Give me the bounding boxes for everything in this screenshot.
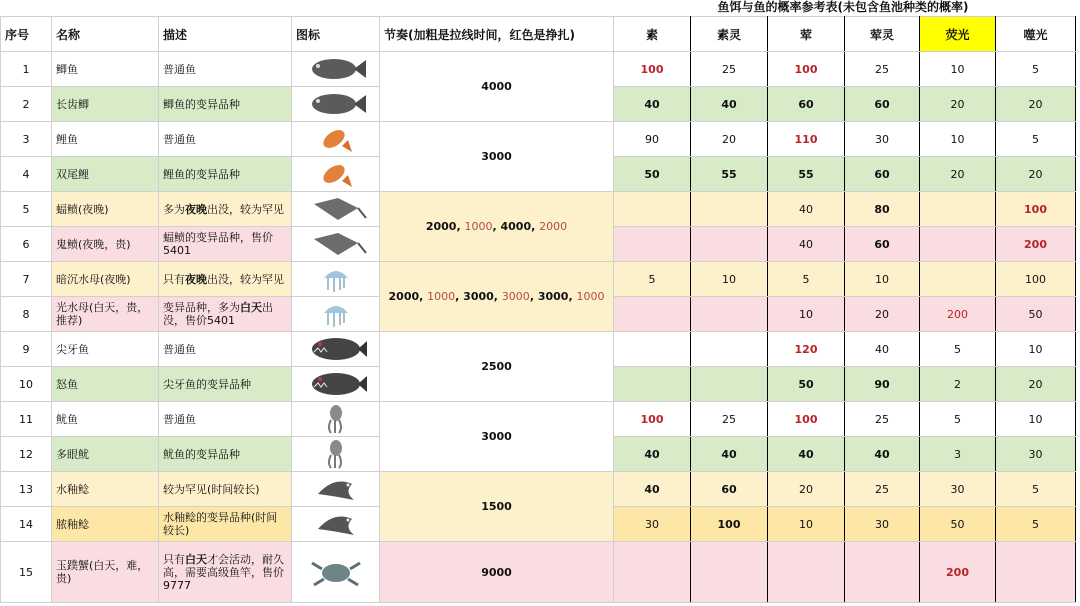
cell-rate-3[interactable] <box>845 542 920 603</box>
cell-description[interactable]: 普通鱼 <box>159 52 292 87</box>
table-row <box>1 52 1076 87</box>
cell-rate-1[interactable] <box>691 297 768 332</box>
cell-rate-1[interactable]: 40 <box>691 437 768 472</box>
cell-index[interactable]: 6 <box>1 227 52 262</box>
cell-fish-name[interactable]: 长齿鲫 <box>52 87 159 122</box>
cell-rate-4[interactable]: 20 <box>920 87 996 122</box>
cell-index[interactable]: 8 <box>1 297 52 332</box>
rhythm-segment: 1000 <box>576 290 605 303</box>
cell-index[interactable]: 14 <box>1 507 52 542</box>
cell-index[interactable]: 1 <box>1 52 52 87</box>
cell-icon[interactable] <box>292 402 380 437</box>
description-post: 才会活动，耐久高，需要高级鱼竿，售价9777 <box>163 552 284 592</box>
cell-rate-2[interactable]: 10 <box>768 297 845 332</box>
cell-rate-4[interactable]: 5 <box>920 332 996 367</box>
cell-index[interactable]: 12 <box>1 437 52 472</box>
cell-description[interactable] <box>159 262 292 297</box>
cell-rate-5[interactable]: 5 <box>996 472 1076 507</box>
cell-rate-2[interactable]: 120 <box>768 332 845 367</box>
fish-bait-table <box>0 16 1076 603</box>
cell-rate-3[interactable]: 60 <box>845 157 920 192</box>
rhythm-segment: , <box>529 290 538 303</box>
cell-rate-2[interactable]: 20 <box>768 472 845 507</box>
description-pre: 多为 <box>163 202 185 216</box>
cell-index[interactable]: 3 <box>1 122 52 157</box>
rhythm-segment: , <box>531 220 540 233</box>
twin-tail-carp-icon <box>304 159 368 189</box>
rhythm-segment: 4000 <box>500 220 532 233</box>
rhythm-segment: , <box>568 290 577 303</box>
header-icon[interactable]: 图标 <box>292 17 380 52</box>
cell-rate-2[interactable]: 55 <box>768 157 845 192</box>
header-index[interactable]: 序号 <box>1 17 52 52</box>
cell-description[interactable]: 尖牙鱼的变异品种 <box>159 367 292 402</box>
header-bait-plain-spirit[interactable]: 素灵 <box>691 17 768 52</box>
description-pre: 变异品种，多为 <box>163 301 240 314</box>
cell-rate-2[interactable]: 5 <box>768 262 845 297</box>
cell-rate-4[interactable]: 50 <box>920 507 996 542</box>
cell-rate-1[interactable]: 25 <box>691 402 768 437</box>
header-bait-fluorescent[interactable]: 荧光 <box>920 17 996 52</box>
cell-rate-0[interactable] <box>614 192 691 227</box>
cell-icon[interactable] <box>292 192 380 227</box>
jade-crab-icon <box>304 557 368 587</box>
cell-description[interactable]: 蝠鲼的变异品种，售价5401 <box>159 227 292 262</box>
cell-rhythm[interactable] <box>380 542 614 603</box>
cell-rate-5[interactable]: 20 <box>996 367 1076 402</box>
cell-rate-5[interactable] <box>996 542 1076 603</box>
rhythm-segment: 9000 <box>481 565 512 579</box>
header-bait-light-eater[interactable]: 噬光 <box>996 17 1076 52</box>
longtooth-crucian-icon <box>304 89 368 119</box>
cell-icon[interactable] <box>292 157 380 192</box>
cell-description[interactable] <box>159 192 292 227</box>
cell-rate-2[interactable]: 50 <box>768 367 845 402</box>
cell-rate-2[interactable]: 100 <box>768 52 845 87</box>
header-bait-meat-spirit[interactable]: 荤灵 <box>845 17 920 52</box>
cell-rate-2[interactable]: 100 <box>768 402 845 437</box>
pus-glaze-catfish-icon <box>304 509 368 539</box>
cell-rate-5[interactable]: 100 <box>996 262 1076 297</box>
cell-icon[interactable] <box>292 542 380 603</box>
rhythm-segment: 1000 <box>464 220 493 233</box>
cell-rhythm[interactable] <box>380 402 614 472</box>
cell-rate-5[interactable]: 5 <box>996 507 1076 542</box>
cell-rate-4[interactable] <box>920 192 996 227</box>
carp-icon <box>304 124 368 154</box>
cell-rate-5[interactable]: 20 <box>996 157 1076 192</box>
light-jellyfish-icon <box>304 299 368 329</box>
cell-icon[interactable] <box>292 332 380 367</box>
cell-rate-2[interactable]: 110 <box>768 122 845 157</box>
cell-rate-3[interactable]: 30 <box>845 507 920 542</box>
cell-index[interactable]: 10 <box>1 367 52 402</box>
cell-rate-5[interactable]: 5 <box>996 122 1076 157</box>
cell-rate-0[interactable]: 40 <box>614 87 691 122</box>
cell-index[interactable]: 15 <box>1 542 52 603</box>
cell-rate-4[interactable]: 200 <box>920 297 996 332</box>
cell-rate-1[interactable] <box>691 227 768 262</box>
cell-icon[interactable] <box>292 437 380 472</box>
description-bold: 夜晚 <box>185 202 207 216</box>
fangtooth-icon <box>304 334 368 364</box>
rhythm-segment: 2000 <box>425 220 457 233</box>
cell-description[interactable]: 普通鱼 <box>159 122 292 157</box>
cell-rate-5[interactable]: 100 <box>996 192 1076 227</box>
glaze-catfish-icon <box>304 474 368 504</box>
many-eyed-squid-icon <box>304 439 368 469</box>
cell-index[interactable]: 9 <box>1 332 52 367</box>
cell-rate-2[interactable]: 10 <box>768 507 845 542</box>
rhythm-segment: 4000 <box>481 80 512 93</box>
sheet-title: 鱼饵与鱼的概率参考表(未包含鱼池种类的概率) <box>614 0 1072 17</box>
header-row <box>1 17 1076 52</box>
cell-icon[interactable] <box>292 122 380 157</box>
cell-index[interactable]: 2 <box>1 87 52 122</box>
cell-rate-3[interactable]: 80 <box>845 192 920 227</box>
cell-icon[interactable] <box>292 507 380 542</box>
cell-rate-0[interactable]: 100 <box>614 52 691 87</box>
cell-fish-name[interactable]: 尖牙鱼 <box>52 332 159 367</box>
rhythm-segment: 1000 <box>427 290 456 303</box>
cell-rate-3[interactable]: 20 <box>845 297 920 332</box>
cell-rate-1[interactable]: 60 <box>691 472 768 507</box>
rhythm-segment: 2000 <box>539 220 568 233</box>
cell-rhythm[interactable] <box>380 192 614 262</box>
rhythm-segment: 3000 <box>537 290 569 303</box>
cell-description[interactable]: 鲫鱼的变异品种 <box>159 87 292 122</box>
cell-fish-name[interactable]: 双尾鲤 <box>52 157 159 192</box>
cell-description[interactable]: 较为罕见(时间较长) <box>159 472 292 507</box>
rhythm-segment: 3000 <box>501 290 530 303</box>
description-post: 出没，较为罕见 <box>207 272 284 286</box>
ghost-ray-icon <box>304 229 368 259</box>
cell-rate-0[interactable]: 5 <box>614 262 691 297</box>
cell-description[interactable]: 鱿鱼的变异品种 <box>159 437 292 472</box>
cell-rate-1[interactable]: 100 <box>691 507 768 542</box>
cell-rate-2[interactable] <box>768 542 845 603</box>
rhythm-segment: 3000 <box>481 150 512 163</box>
description-bold: 白天 <box>240 301 262 314</box>
cell-rate-1[interactable]: 25 <box>691 52 768 87</box>
cell-rate-3[interactable]: 10 <box>845 262 920 297</box>
cell-description[interactable]: 普通鱼 <box>159 332 292 367</box>
cell-rate-0[interactable]: 30 <box>614 507 691 542</box>
cell-rate-2[interactable]: 60 <box>768 87 845 122</box>
cell-rate-0[interactable]: 100 <box>614 402 691 437</box>
cell-index[interactable]: 4 <box>1 157 52 192</box>
cell-rate-5[interactable]: 200 <box>996 227 1076 262</box>
cell-rate-4[interactable]: 30 <box>920 472 996 507</box>
rhythm-segment: , <box>456 220 465 233</box>
rhythm-segment: , <box>455 290 464 303</box>
cell-rate-3[interactable]: 60 <box>845 87 920 122</box>
cell-rate-0[interactable]: 40 <box>614 437 691 472</box>
cell-icon[interactable] <box>292 52 380 87</box>
rhythm-segment: 3000 <box>463 290 494 303</box>
cell-fish-name[interactable]: 怒鱼 <box>52 367 159 402</box>
table-row <box>1 402 1076 437</box>
rhythm-segment: 3000 <box>481 430 512 443</box>
cell-rate-5[interactable]: 30 <box>996 437 1076 472</box>
cell-rate-3[interactable]: 90 <box>845 367 920 402</box>
cell-rhythm[interactable] <box>380 262 614 332</box>
description-bold: 白天 <box>185 552 207 566</box>
manta-ray-icon <box>304 194 368 224</box>
cell-fish-name[interactable]: 多眼鱿 <box>52 437 159 472</box>
squid-icon <box>304 404 368 434</box>
cell-rate-1[interactable]: 55 <box>691 157 768 192</box>
cell-rate-5[interactable]: 5 <box>996 52 1076 87</box>
crucian-carp-icon <box>304 54 368 84</box>
cell-rate-3[interactable]: 60 <box>845 227 920 262</box>
cell-index[interactable]: 11 <box>1 402 52 437</box>
cell-rate-3[interactable]: 25 <box>845 472 920 507</box>
cell-rate-1[interactable] <box>691 332 768 367</box>
header-bait-plain[interactable]: 素 <box>614 17 691 52</box>
cell-icon[interactable] <box>292 227 380 262</box>
cell-rate-4[interactable] <box>920 262 996 297</box>
cell-rhythm[interactable] <box>380 52 614 122</box>
cell-fish-name[interactable]: 脓釉鲶 <box>52 507 159 542</box>
description-pre: 只有 <box>163 552 185 566</box>
cell-fish-name[interactable]: 水釉鲶 <box>52 472 159 507</box>
cell-rate-3[interactable]: 25 <box>845 52 920 87</box>
cell-description[interactable] <box>159 542 292 603</box>
rhythm-segment: 2000 <box>388 290 420 303</box>
cell-rate-0[interactable] <box>614 542 691 603</box>
cell-rate-0[interactable]: 40 <box>614 472 691 507</box>
cell-rate-3[interactable]: 30 <box>845 122 920 157</box>
table-row <box>1 122 1076 157</box>
cell-rate-5[interactable]: 20 <box>996 87 1076 122</box>
cell-icon[interactable] <box>292 87 380 122</box>
cell-icon[interactable] <box>292 262 380 297</box>
header-bait-meat[interactable]: 荤 <box>768 17 845 52</box>
description-post: 出没，售价5401 <box>163 301 273 327</box>
cell-fish-name[interactable]: 蝠鲼(夜晚) <box>52 192 159 227</box>
cell-rate-0[interactable]: 50 <box>614 157 691 192</box>
cell-rate-1[interactable]: 40 <box>691 87 768 122</box>
cell-rate-4[interactable]: 2 <box>920 367 996 402</box>
rhythm-segment: , <box>419 290 428 303</box>
header-name[interactable]: 名称 <box>52 17 159 52</box>
cell-rate-0[interactable] <box>614 227 691 262</box>
cell-rate-2[interactable]: 40 <box>768 437 845 472</box>
cell-icon[interactable] <box>292 367 380 402</box>
cell-fish-name[interactable]: 鲫鱼 <box>52 52 159 87</box>
cell-rate-4[interactable]: 3 <box>920 437 996 472</box>
cell-rate-0[interactable]: 90 <box>614 122 691 157</box>
cell-fish-name[interactable]: 鬼鲼(夜晚，贵) <box>52 227 159 262</box>
cell-icon[interactable] <box>292 297 380 332</box>
cell-rate-5[interactable]: 10 <box>996 332 1076 367</box>
header-desc[interactable]: 描述 <box>159 17 292 52</box>
cell-rate-1[interactable]: 20 <box>691 122 768 157</box>
cell-description[interactable]: 水釉鲶的变异品种(时间较长) <box>159 507 292 542</box>
cell-rate-1[interactable] <box>691 192 768 227</box>
cell-rate-4[interactable] <box>920 227 996 262</box>
header-rhythm[interactable]: 节奏(加粗是拉线时间，红色是挣扎) <box>380 17 614 52</box>
cell-description[interactable]: 鲤鱼的变异品种 <box>159 157 292 192</box>
cell-fish-name[interactable]: 鲤鱼 <box>52 122 159 157</box>
cell-index[interactable]: 13 <box>1 472 52 507</box>
cell-rate-3[interactable]: 40 <box>845 437 920 472</box>
cell-rate-5[interactable]: 50 <box>996 297 1076 332</box>
rhythm-segment: 1500 <box>481 500 512 513</box>
table-row <box>1 332 1076 367</box>
cell-rate-1[interactable] <box>691 367 768 402</box>
description-post: 出没，较为罕见 <box>207 202 284 216</box>
cell-rate-4[interactable]: 200 <box>920 542 996 603</box>
cell-rhythm[interactable] <box>380 122 614 192</box>
cell-description[interactable]: 普通鱼 <box>159 402 292 437</box>
cell-rhythm[interactable] <box>380 472 614 542</box>
description-pre: 只有 <box>163 272 185 286</box>
cell-rate-0[interactable] <box>614 332 691 367</box>
dark-jellyfish-icon <box>304 264 368 294</box>
cell-rhythm[interactable] <box>380 332 614 402</box>
cell-rate-2[interactable]: 40 <box>768 227 845 262</box>
cell-icon[interactable] <box>292 472 380 507</box>
table-row <box>1 192 1076 227</box>
cell-rate-0[interactable] <box>614 297 691 332</box>
table-row <box>1 262 1076 297</box>
cell-fish-name[interactable]: 暗沉水母(夜晚) <box>52 262 159 297</box>
cell-rate-4[interactable]: 20 <box>920 157 996 192</box>
cell-fish-name[interactable]: 鱿鱼 <box>52 402 159 437</box>
table-row <box>1 472 1076 507</box>
cell-index[interactable]: 5 <box>1 192 52 227</box>
cell-rate-1[interactable] <box>691 542 768 603</box>
cell-description[interactable] <box>159 297 292 332</box>
cell-rate-3[interactable]: 40 <box>845 332 920 367</box>
cell-rate-1[interactable]: 10 <box>691 262 768 297</box>
rage-fish-icon <box>304 369 368 399</box>
cell-rate-0[interactable] <box>614 367 691 402</box>
cell-rate-5[interactable]: 10 <box>996 402 1076 437</box>
cell-rate-3[interactable]: 25 <box>845 402 920 437</box>
cell-rate-4[interactable]: 10 <box>920 52 996 87</box>
cell-rate-2[interactable]: 40 <box>768 192 845 227</box>
cell-fish-name[interactable]: 玉蹼蟹(白天，难，贵) <box>52 542 159 603</box>
rhythm-segment: 2500 <box>481 360 512 373</box>
table-row <box>1 542 1076 603</box>
description-bold: 夜晚 <box>185 272 207 286</box>
cell-rate-4[interactable]: 5 <box>920 402 996 437</box>
cell-rate-4[interactable]: 10 <box>920 122 996 157</box>
cell-index[interactable]: 7 <box>1 262 52 297</box>
rhythm-segment: , <box>492 220 501 233</box>
cell-fish-name[interactable]: 光水母(白天，贵，推荐) <box>52 297 159 332</box>
rhythm-segment: , <box>493 290 502 303</box>
